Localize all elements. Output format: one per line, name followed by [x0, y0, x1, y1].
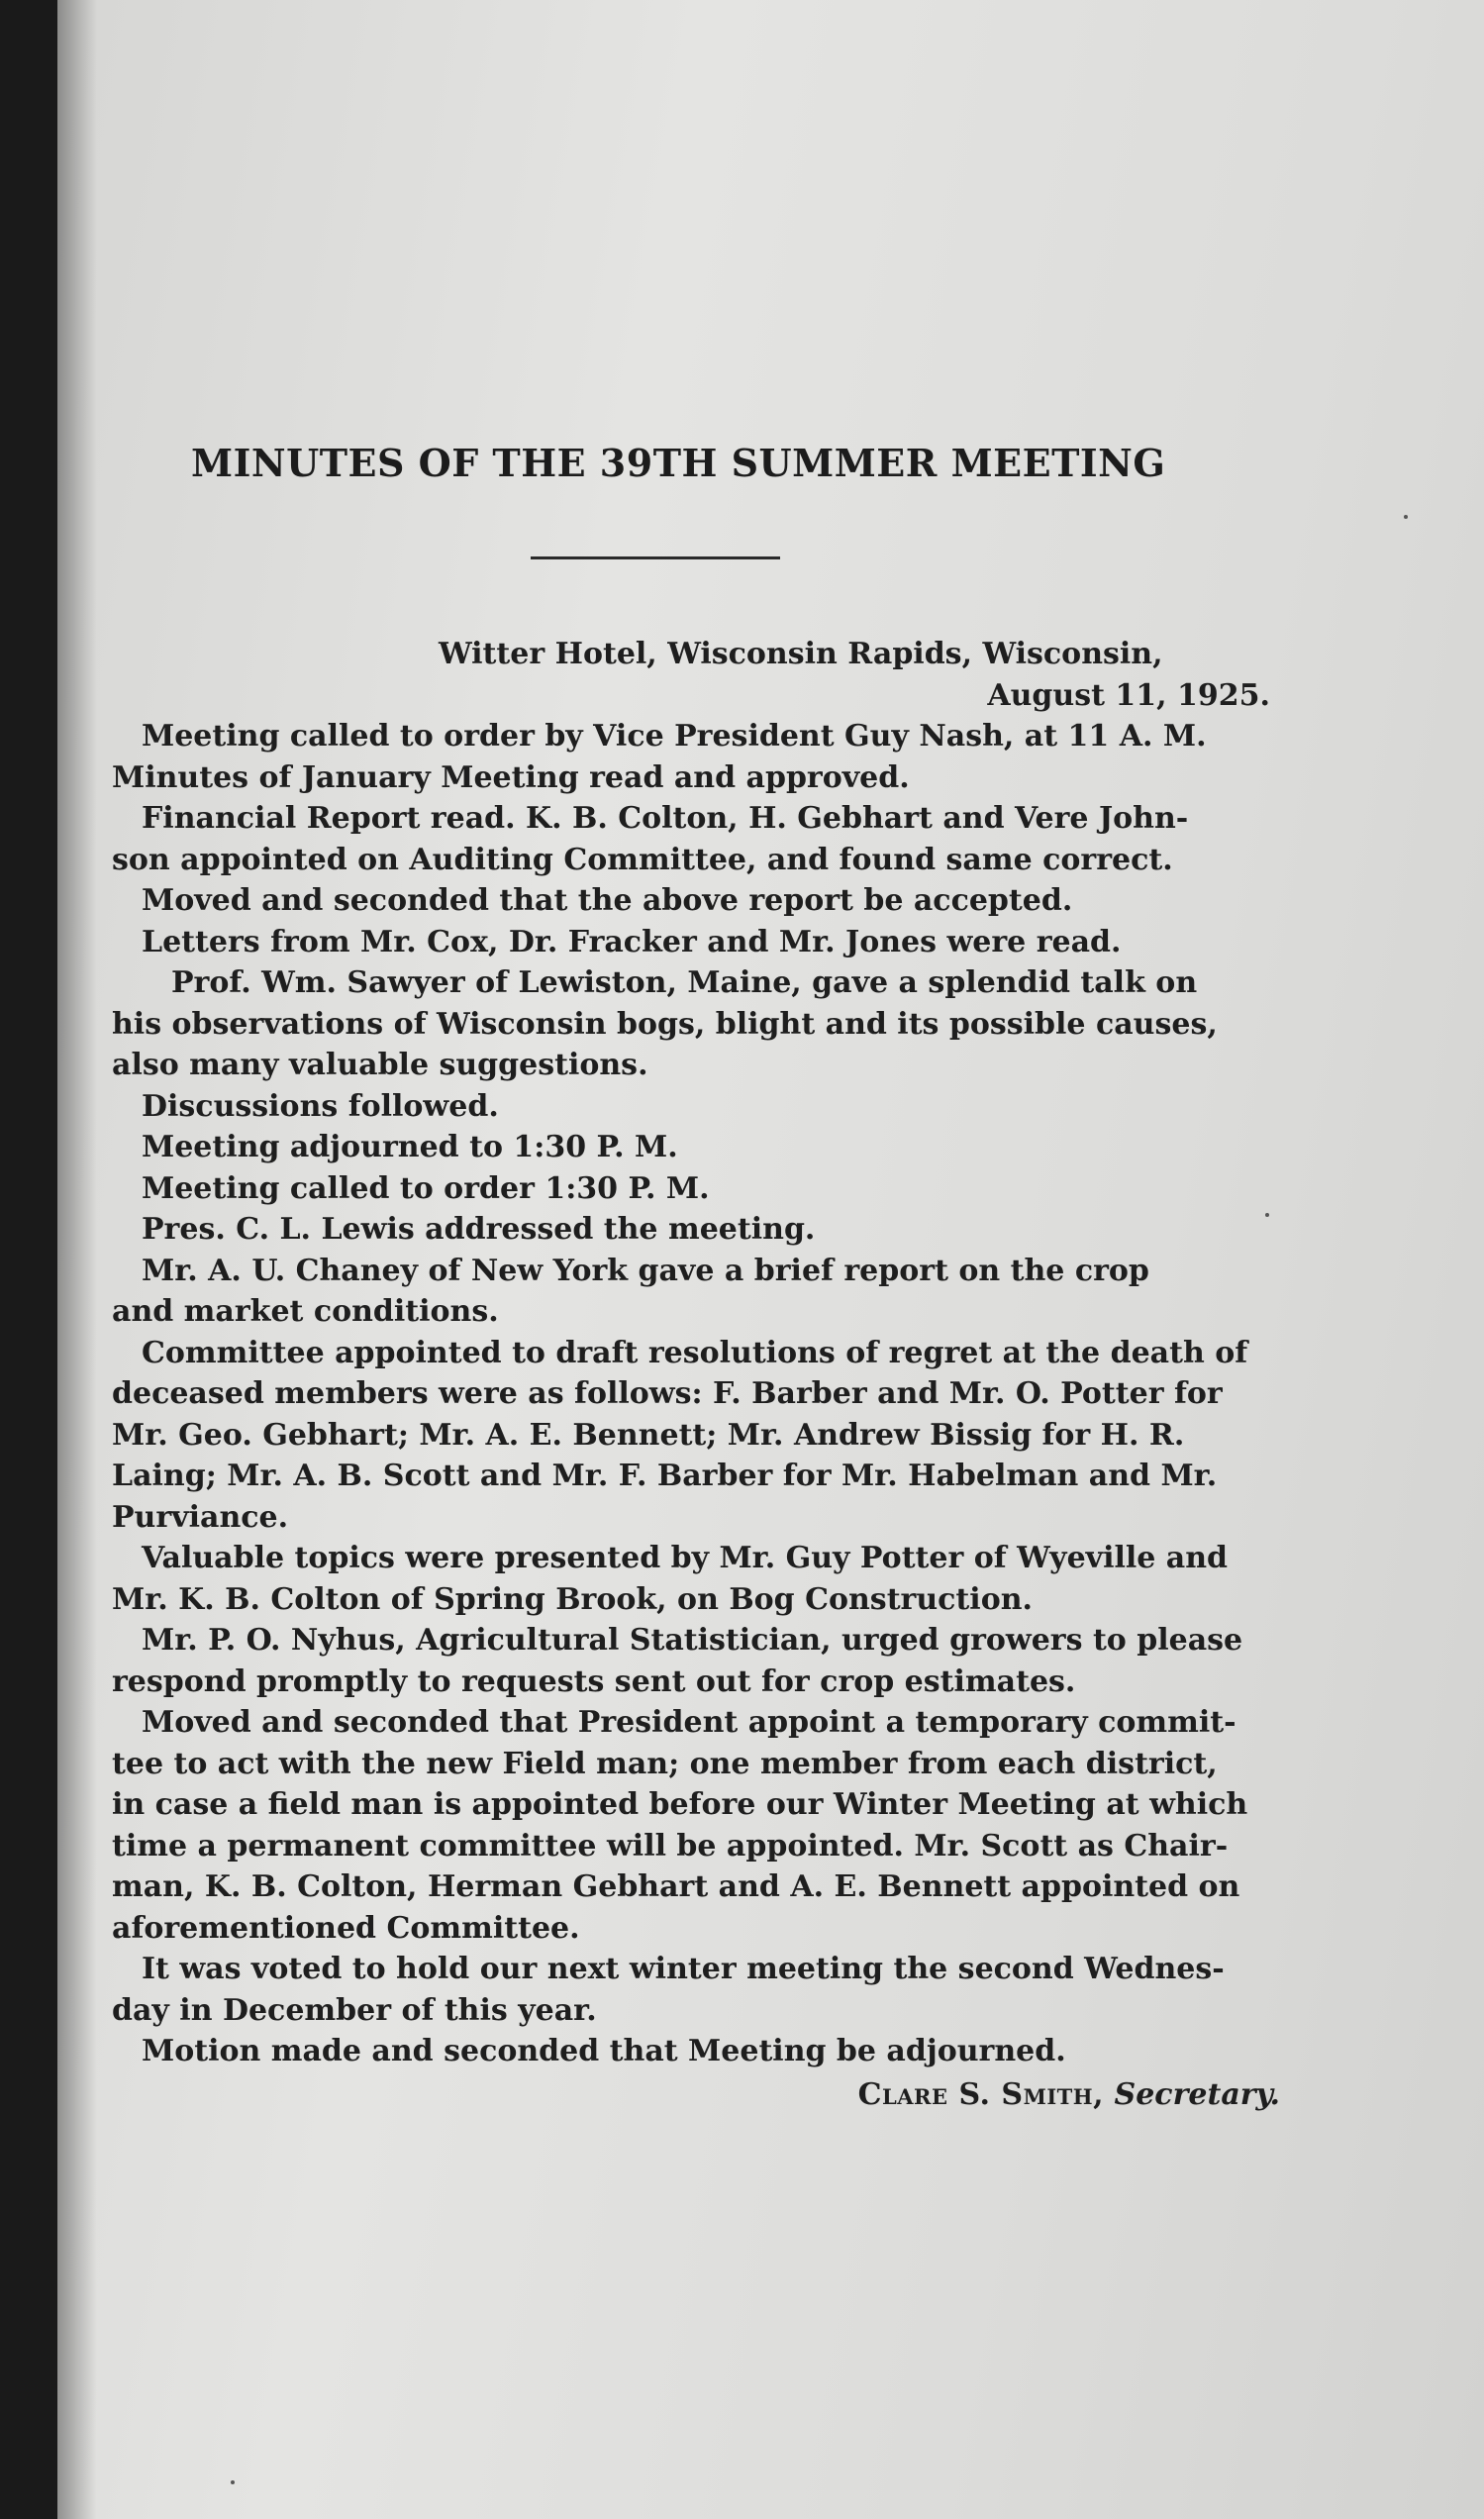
page-title: MINUTES OF THE 39TH SUMMER MEETING [191, 441, 1166, 485]
text-line: tee to act with the new Field man; one member from each district, [112, 1746, 1218, 1781]
text-line: Minutes of January Meeting read and approved. [112, 759, 910, 795]
text-line: Moved and seconded that President appoint a temporary commit- [142, 1705, 1237, 1740]
text-line: Prof. Wm. Sawyer of Lewiston, Maine, gave a splendid talk on [171, 965, 1198, 1000]
paper-speck [1265, 1213, 1269, 1217]
text-line: Meeting called to order by Vice President Guy Nash, at 11 A. M. [142, 719, 1207, 754]
secretary-name: Clare S. Smith, [857, 2076, 1105, 2112]
text-line: Pres. C. L. Lewis addressed the meeting. [142, 1212, 816, 1247]
title-divider [531, 556, 780, 559]
text-line: Meeting adjourned to 1:30 P. M. [142, 1130, 678, 1164]
text-line: It was voted to hold our next winter meeting the second Wednes- [142, 1952, 1225, 1986]
text-line: respond promptly to requests sent out for crop estimates. [112, 1663, 1076, 1699]
text-line: Mr. A. U. Chaney of New York gave a brief report on the crop [142, 1253, 1149, 1288]
binding-shadow [57, 0, 97, 2519]
text-line: his observations of Wisconsin bogs, blight and its possible causes, [112, 1006, 1218, 1042]
text-line: Mr. K. B. Colton of Spring Brook, on Bog Construction. [112, 1581, 1033, 1617]
text-line: Financial Report read. K. B. Colton, H. Gebhart and Vere John- [142, 801, 1189, 836]
text-line: Moved and seconded that the above report be accepted. [142, 883, 1073, 918]
text-line: man, K. B. Colton, Herman Gebhart and A. E. Bennett appointed on [112, 1869, 1240, 1904]
minutes-body [112, 634, 1290, 2115]
text-line: Motion made and seconded that Meeting be adjourned. [142, 2034, 1066, 2068]
text-line: Meeting called to order 1:30 P. M. [142, 1170, 710, 1206]
text-line: son appointed on Auditing Committee, and found same correct. [112, 842, 1173, 877]
text-line: Mr. P. O. Nyhus, Agricultural Statistician, urged growers to please [142, 1623, 1243, 1658]
secretary-title: Secretary. [1114, 2076, 1280, 2112]
text-line: deceased members were as follows: F. Barber and Mr. O. Potter for [112, 1376, 1223, 1411]
text-line: and market conditions. [112, 1294, 499, 1329]
text-line: also many valuable suggestions. [112, 1048, 648, 1082]
text-line: Valuable topics were presented by Mr. Guy Potter of Wyeville and [142, 1541, 1229, 1575]
text-line: Laing; Mr. A. B. Scott and Mr. F. Barber for Mr. Habelman and Mr. [112, 1459, 1218, 1493]
text-line: in case a field man is appointed before our Winter Meeting at which [112, 1787, 1248, 1822]
text-line: time a permanent committee will be appointed. Mr. Scott as Chair- [112, 1828, 1229, 1864]
document-page [57, 0, 1484, 2519]
text-line: Purviance. [112, 1499, 289, 1535]
text-line: Discussions followed. [142, 1088, 499, 1124]
signature [112, 2074, 1290, 2116]
paper-speck [231, 2480, 235, 2484]
text-line: Letters from Mr. Cox, Dr. Fracker and Mr. Jones were read. [142, 924, 1122, 959]
text-line: aforementioned Committee. [112, 1910, 580, 1946]
text-line: Committee appointed to draft resolutions of regret at the death of [142, 1335, 1248, 1370]
paper-speck [1404, 515, 1408, 519]
meeting-date: August 11, 1925. [987, 677, 1270, 713]
text-line: day in December of this year. [112, 1992, 597, 2028]
meeting-place: Witter Hotel, Wisconsin Rapids, Wisconsin, [439, 637, 1163, 671]
text-line: Mr. Geo. Gebhart; Mr. A. E. Bennett; Mr. Andrew Bissig for H. R. [112, 1417, 1185, 1453]
